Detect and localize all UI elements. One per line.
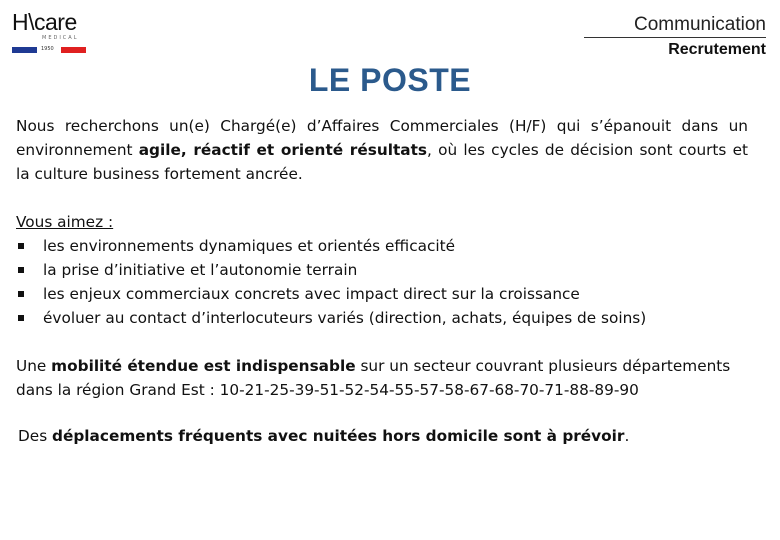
mobility-text-1: Une xyxy=(16,357,52,375)
travel-text-1: Des xyxy=(18,427,53,445)
list-item xyxy=(16,258,748,282)
bullet-square-icon xyxy=(18,243,24,249)
logo-year: 1950 xyxy=(41,46,54,52)
list-item xyxy=(16,234,748,258)
intro-text-2: , où les cycles de décision sont courts et la culture business fortement ancrée. xyxy=(16,141,749,183)
mobility-text-2: sur un secteur couvrant plusieurs départements dans la région Grand Est : 10-21-25-39-51-52-54-55-57-58-67-68-70-71-88-89-90 xyxy=(16,357,731,399)
travel-bold: déplacements fréquents avec nuitées hors domicile sont à prévoir xyxy=(52,427,625,445)
list-item xyxy=(16,282,748,306)
logo-text: H\care xyxy=(12,9,77,35)
header-section xyxy=(584,14,766,59)
bullet-square-icon xyxy=(18,315,24,321)
logo-subtext: MEDICAL xyxy=(42,35,79,41)
intro-text-1: Nous recherchons un(e) Chargé(e) d’Affaires Commerciales (H/F) qui s’épanouit dans un environnement xyxy=(16,117,748,159)
list-item-text: la prise d’initiative et l’autonomie terrain xyxy=(43,261,358,279)
mobility-bold: mobilité étendue est indispensable xyxy=(51,357,356,375)
likes-heading: Vous aimez : xyxy=(16,213,114,231)
main-content xyxy=(16,114,748,448)
bullet-square-icon xyxy=(18,291,24,297)
company-logo xyxy=(12,8,92,58)
intro-paragraph xyxy=(16,114,748,186)
likes-list xyxy=(16,234,748,330)
list-item xyxy=(16,306,748,330)
travel-paragraph xyxy=(16,424,748,448)
list-item-text: les environnements dynamiques et orientés efficacité xyxy=(43,237,456,255)
subsection-label: Recrutement xyxy=(668,41,766,58)
page-title: LE POSTE xyxy=(308,62,472,98)
mobility-paragraph xyxy=(16,354,748,402)
list-item-text: les enjeux commerciaux concrets avec impact direct sur la croissance xyxy=(43,285,580,303)
travel-text-2: . xyxy=(624,427,630,445)
bullet-square-icon xyxy=(18,267,24,273)
section-label: Communication xyxy=(584,14,766,38)
intro-bold: agile, réactif et orienté résultats xyxy=(138,141,428,159)
list-item-text: évoluer au contact d’interlocuteurs variés (direction, achats, équipes de soins) xyxy=(43,309,647,327)
